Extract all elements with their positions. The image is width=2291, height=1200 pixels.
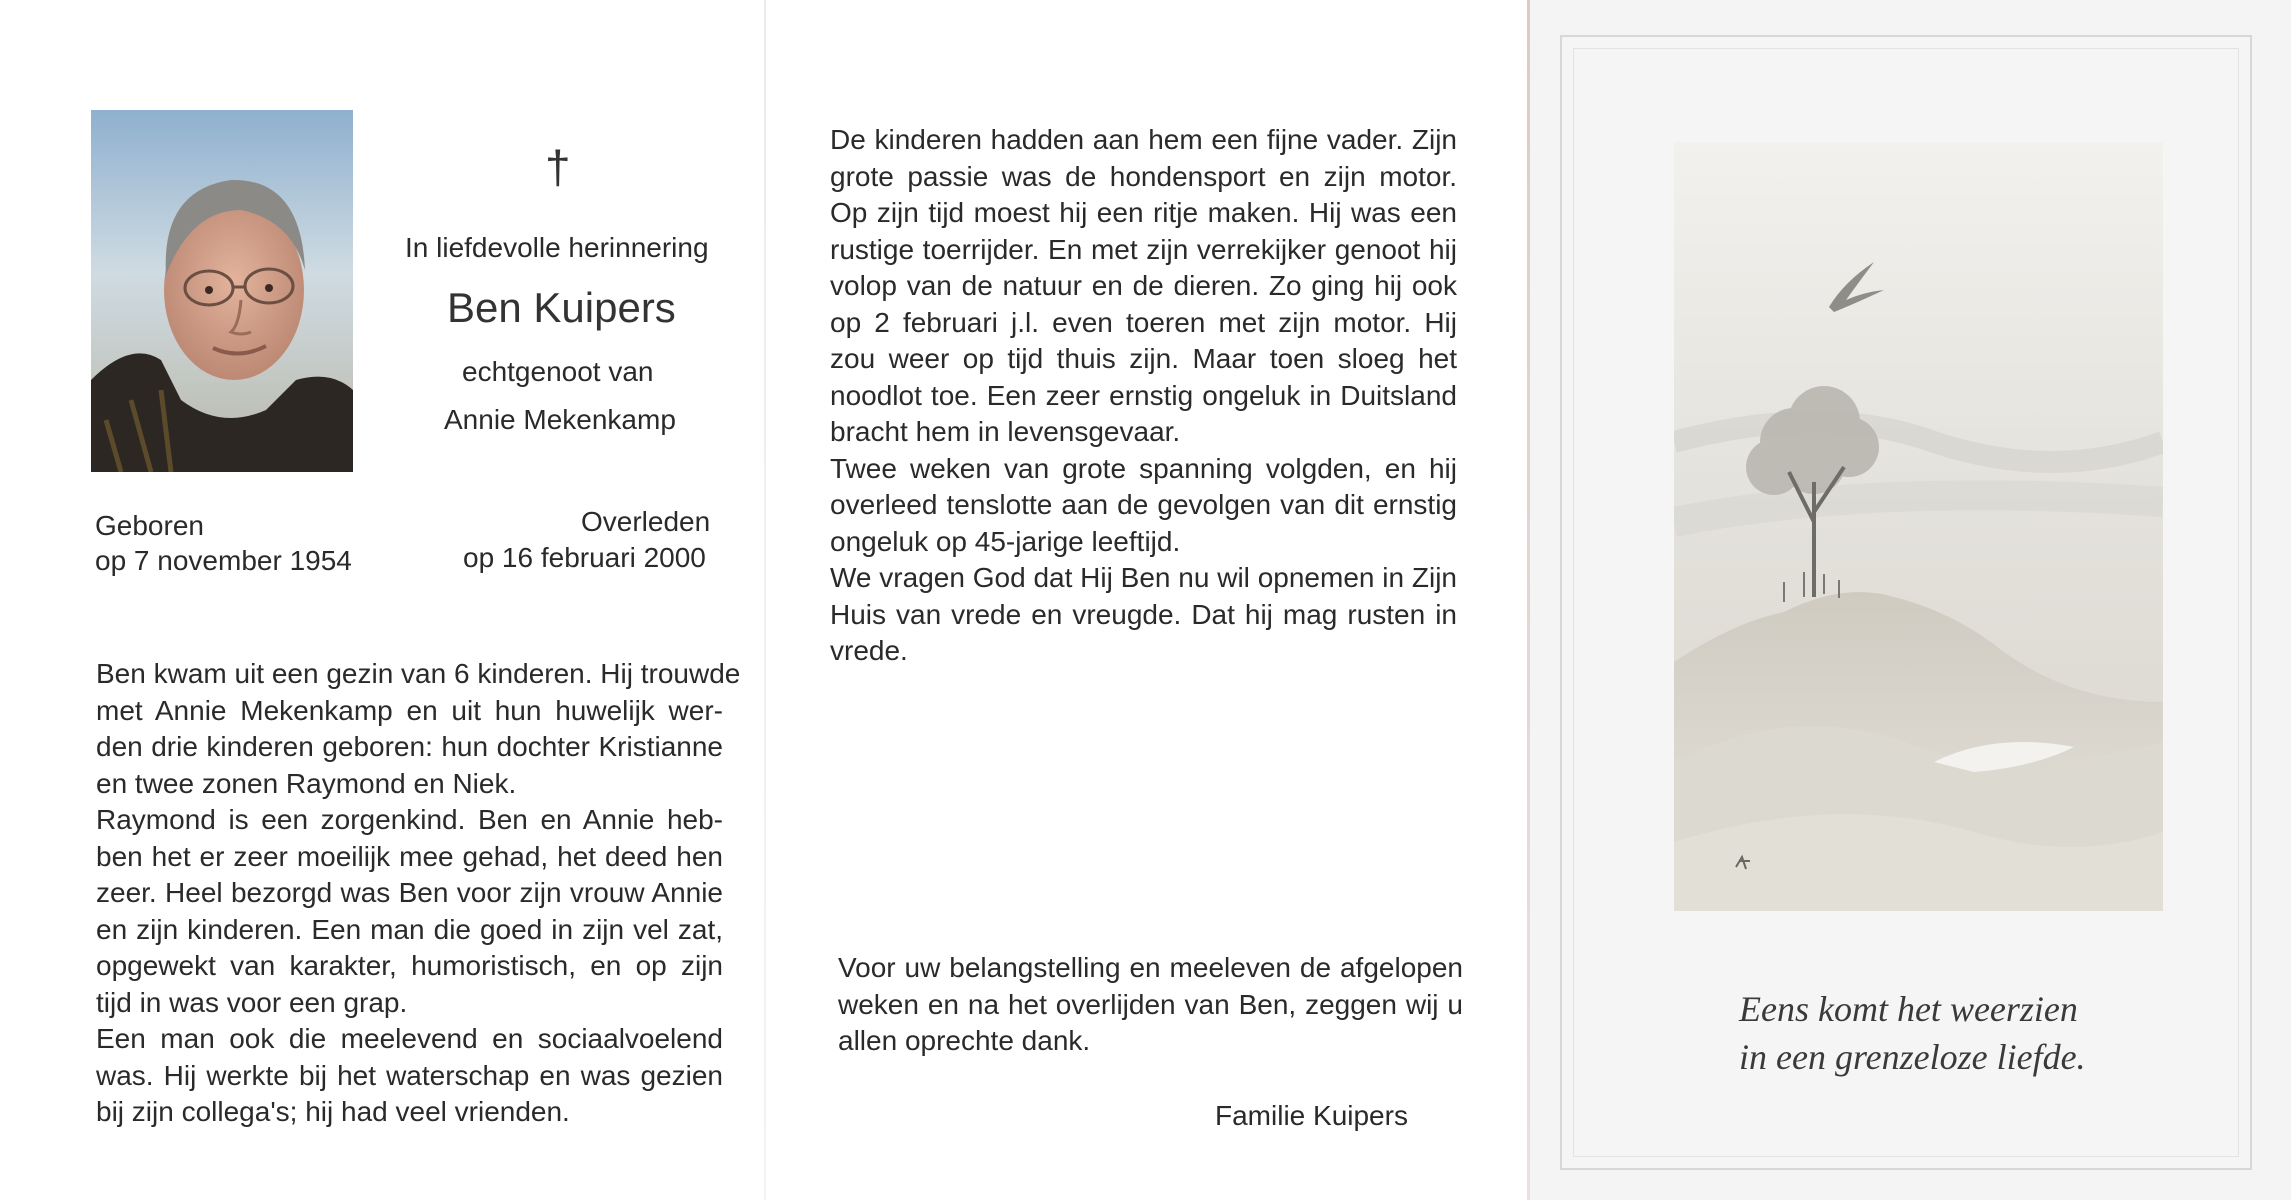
bio-line: en twee zonen Raymond en Niek. [96, 767, 517, 799]
born-label: Geboren [95, 510, 204, 541]
family-signature: Familie Kuipers [1215, 1100, 1408, 1131]
cross-symbol: † [545, 141, 571, 193]
bio-line: zeer. Heel bezorgd was Ben voor zijn vrouw Annie [96, 877, 723, 908]
thanks-paragraph [838, 950, 1463, 1060]
deceased-name: Ben Kuipers [447, 284, 676, 331]
bio-line: Ben kwam uit een gezin van 6 kinderen. Hij trouwde [96, 658, 741, 689]
bio-line: opgewekt van karakter, humoristisch, en op zijn [96, 950, 723, 981]
story-line: vrede. [830, 635, 908, 666]
spouse-name: Annie Mekenkamp [444, 404, 676, 435]
biography-paragraph [96, 656, 741, 1131]
story-line: De kinderen hadden aan hem een fijne vader. Zijn [830, 124, 1457, 155]
story-line: bracht hem in levensgevaar. [830, 416, 1181, 447]
story-line: We vragen God dat Hij Ben nu wil opnemen in Zijn [830, 562, 1457, 593]
bio-line: en zijn kinderen. Een man die goed in zijn vel zat, [96, 913, 723, 945]
life-story-paragraph [830, 122, 1457, 670]
story-line: ongeluk op 45-jarige leeftijd. [830, 525, 1181, 557]
story-line: noodlot toe. Een zeer ernstig ongeluk in Duitsland [830, 379, 1457, 411]
born-date: op 7 november 1954 [95, 545, 352, 576]
tribute-line: In liefdevolle herinnering [405, 232, 709, 263]
story-line: volop van de natuur en de dieren. Zo ging hij ook [830, 270, 1457, 301]
story-line: grote passie was de hondensport en zijn motor. [830, 160, 1457, 192]
bio-line: Een man ook die meelevend en sociaalvoelend [96, 1023, 723, 1054]
bio-line: den drie kinderen geboren: hun dochter Kristianne [96, 731, 723, 762]
story-line: Op zijn tijd moest hij een ritje maken. Hij was een [830, 197, 1457, 228]
bio-line: bij zijn collega's; hij had veel vrienden. [96, 1096, 570, 1127]
thanks-line: weken en na het overlijden van Ben, zeggen wij u [838, 988, 1463, 1020]
portrait-photo [91, 110, 353, 472]
story-line: rustige toerrijder. En met zijn verrekijker genoot hij [830, 233, 1457, 265]
died-label: Overleden [581, 506, 711, 537]
bio-line: Raymond is een zorgenkind. Ben en Annie heb- [96, 804, 723, 835]
landscape-artwork [1674, 142, 2163, 911]
quote-line: in een grenzeloze liefde. [1739, 1037, 2086, 1077]
bio-line: tijd in was voor een grap. [96, 986, 408, 1018]
story-line: zou weer op tijd thuis zijn. Maar toen sloeg het [830, 343, 1457, 374]
bio-line: ben het er zeer moeilijk mee gehad, het deed hen [96, 840, 723, 872]
died-date: op 16 februari 2000 [463, 542, 706, 573]
story-line: Twee weken van grote spanning volgden, en hij [830, 452, 1457, 484]
quote-line: Eens komt het weerzien [1739, 989, 2078, 1029]
story-line: op 2 februari j.l. even toeren met zijn motor. Hij [830, 306, 1457, 338]
thanks-line: allen oprechte dank. [838, 1025, 1091, 1056]
bio-line: was. Hij werkte bij het waterschap en was gezien [96, 1059, 723, 1091]
thanks-line: Voor uw belangstelling en meeleven de afgelopen [838, 952, 1463, 983]
story-line: overleed tenslotte aan de gevolgen van dit ernstig [830, 489, 1457, 520]
relation-line: echtgenoot van [462, 356, 654, 387]
bio-line: met Annie Mekenkamp en uit hun huwelijk wer- [96, 694, 723, 726]
story-line: Huis van vrede en vreugde. Dat hij mag rusten in [830, 598, 1457, 630]
